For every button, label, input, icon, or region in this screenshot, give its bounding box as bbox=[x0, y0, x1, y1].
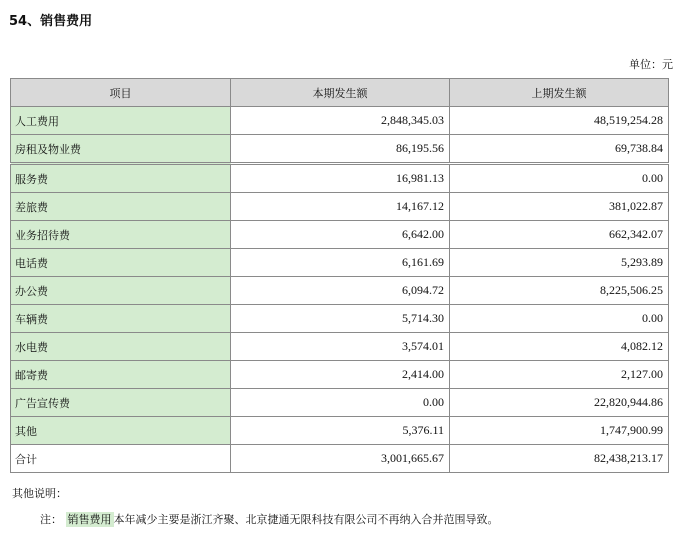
row-item: 邮寄费 bbox=[11, 361, 231, 389]
row-current: 16,981.13 bbox=[231, 164, 450, 193]
table-row bbox=[11, 417, 669, 445]
row-previous: 48,519,254.28 bbox=[450, 107, 669, 135]
row-item: 车辆费 bbox=[11, 305, 231, 333]
row-item: 服务费 bbox=[11, 164, 231, 193]
table-row bbox=[11, 135, 669, 164]
total-row bbox=[11, 445, 669, 473]
row-current: 2,414.00 bbox=[231, 361, 450, 389]
table-row bbox=[11, 193, 669, 221]
row-previous: 0.00 bbox=[450, 164, 669, 193]
row-current: 3,574.01 bbox=[231, 333, 450, 361]
table-row bbox=[11, 333, 669, 361]
header-current-period: 本期发生额 bbox=[231, 79, 450, 107]
row-current: 6,642.00 bbox=[231, 221, 450, 249]
table-row bbox=[11, 221, 669, 249]
row-current: 6,094.72 bbox=[231, 277, 450, 305]
row-current: 14,167.12 bbox=[231, 193, 450, 221]
row-item: 差旅费 bbox=[11, 193, 231, 221]
row-previous: 1,747,900.99 bbox=[450, 417, 669, 445]
header-item: 项目 bbox=[11, 79, 231, 107]
table-row bbox=[11, 389, 669, 417]
row-current: 86,195.56 bbox=[231, 135, 450, 164]
row-current: 2,848,345.03 bbox=[231, 107, 450, 135]
sales-expense-table bbox=[10, 78, 669, 473]
row-item: 办公费 bbox=[11, 277, 231, 305]
section-title: 54、销售费用 bbox=[9, 14, 93, 29]
row-previous: 5,293.89 bbox=[450, 249, 669, 277]
row-previous: 381,022.87 bbox=[450, 193, 669, 221]
notes-heading: 其他说明： bbox=[12, 487, 67, 500]
table-row bbox=[11, 164, 669, 193]
row-item: 广告宣传费 bbox=[11, 389, 231, 417]
note-highlight: 销售费用 bbox=[67, 513, 112, 526]
table-row bbox=[11, 305, 669, 333]
table-row bbox=[11, 249, 669, 277]
total-previous: 82,438,213.17 bbox=[450, 445, 669, 473]
row-item: 水电费 bbox=[11, 333, 231, 361]
note-prefix: 注： bbox=[40, 513, 62, 526]
row-previous: 22,820,944.86 bbox=[450, 389, 669, 417]
table-header-row bbox=[11, 79, 669, 107]
note-text: 本年减少主要是浙江齐聚、北京捷通无限科技有限公司不再纳入合并范围导致。 bbox=[113, 513, 499, 526]
row-previous: 69,738.84 bbox=[450, 135, 669, 164]
unit-label: 单位：元 bbox=[629, 58, 673, 71]
row-previous: 8,225,506.25 bbox=[450, 277, 669, 305]
row-previous: 662,342.07 bbox=[450, 221, 669, 249]
row-item: 人工费用 bbox=[11, 107, 231, 135]
row-item: 房租及物业费 bbox=[11, 135, 231, 164]
row-previous: 2,127.00 bbox=[450, 361, 669, 389]
table-row bbox=[11, 361, 669, 389]
note-line bbox=[40, 511, 499, 527]
row-current: 5,714.30 bbox=[231, 305, 450, 333]
row-item: 其他 bbox=[11, 417, 231, 445]
row-current: 0.00 bbox=[231, 389, 450, 417]
total-label: 合计 bbox=[11, 445, 231, 473]
header-previous-period: 上期发生额 bbox=[450, 79, 669, 107]
row-item: 电话费 bbox=[11, 249, 231, 277]
row-item: 业务招待费 bbox=[11, 221, 231, 249]
table-row bbox=[11, 107, 669, 135]
table-row bbox=[11, 277, 669, 305]
total-current: 3,001,665.67 bbox=[231, 445, 450, 473]
row-previous: 0.00 bbox=[450, 305, 669, 333]
row-current: 6,161.69 bbox=[231, 249, 450, 277]
row-previous: 4,082.12 bbox=[450, 333, 669, 361]
row-current: 5,376.11 bbox=[231, 417, 450, 445]
